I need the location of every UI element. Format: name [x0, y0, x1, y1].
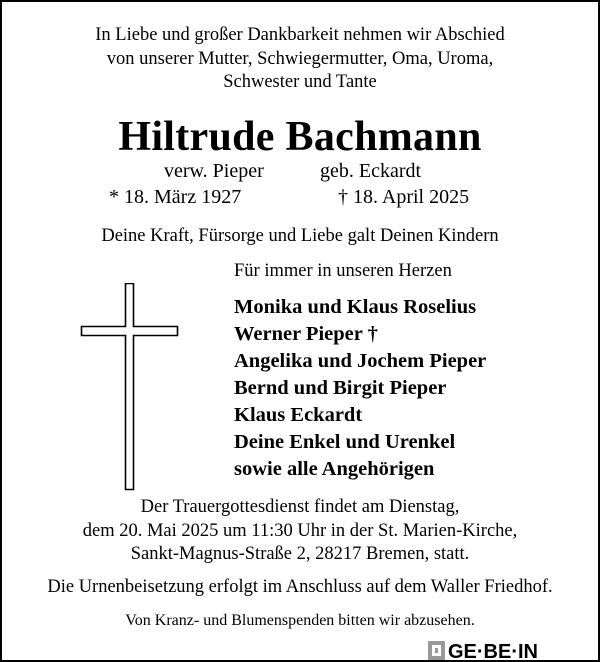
intro-text	[2, 24, 598, 95]
service-info	[2, 496, 598, 567]
gebein-logo	[424, 639, 600, 662]
mourner: Deine Enkel und Urenkel	[234, 431, 456, 453]
mourner: Klaus Eckardt	[234, 404, 363, 426]
intro-line: Schwester und Tante	[223, 72, 377, 92]
intro-line: von unserer Mutter, Schwiegermutter, Oma, Uroma,	[106, 48, 494, 69]
birth-name: geb. Eckardt	[320, 160, 422, 182]
burial-info: Die Urnenbeisetzung erfolgt im Anschluss auf dem Waller Friedhof.	[47, 577, 553, 597]
cross-icon	[80, 283, 180, 491]
mourner: sowie alle Angehörigen	[234, 458, 435, 480]
intro-line: In Liebe und großer Dankbarkeit nehmen wir Abschied	[95, 25, 505, 45]
birth-date: * 18. März 1927	[109, 186, 242, 208]
service-line: Der Trauergottesdienst findet am Dienstag,	[140, 497, 460, 517]
mourner: Monika und Klaus Roselius	[234, 296, 477, 318]
mourner: Werner Pieper †	[234, 323, 378, 345]
mourner: Angelika und Jochem Pieper	[234, 350, 487, 372]
logo-text: GE·BE·IN	[448, 641, 538, 662]
service-line: Sankt-Magnus-Straße 2, 28217 Bremen, statt.	[130, 544, 470, 564]
deceased-name: Hiltrude Bachmann	[118, 114, 482, 160]
death-date: † 18. April 2025	[338, 186, 470, 208]
service-line: dem 20. Mai 2025 um 11:30 Uhr in der St. Marien-Kirche,	[82, 520, 518, 541]
mourner: Bernd und Birgit Pieper	[234, 377, 447, 399]
widowed-name: verw. Pieper	[164, 160, 264, 182]
logo-mark-icon	[424, 639, 600, 662]
flowers-note: Von Kranz- und Blumenspenden bitten wir abzusehen.	[125, 612, 475, 629]
mourners-list	[234, 294, 486, 483]
forever-line: Für immer in unseren Herzen	[234, 261, 452, 281]
tribute-line: Deine Kraft, Fürsorge und Liebe galt Deinen Kindern	[101, 226, 499, 246]
